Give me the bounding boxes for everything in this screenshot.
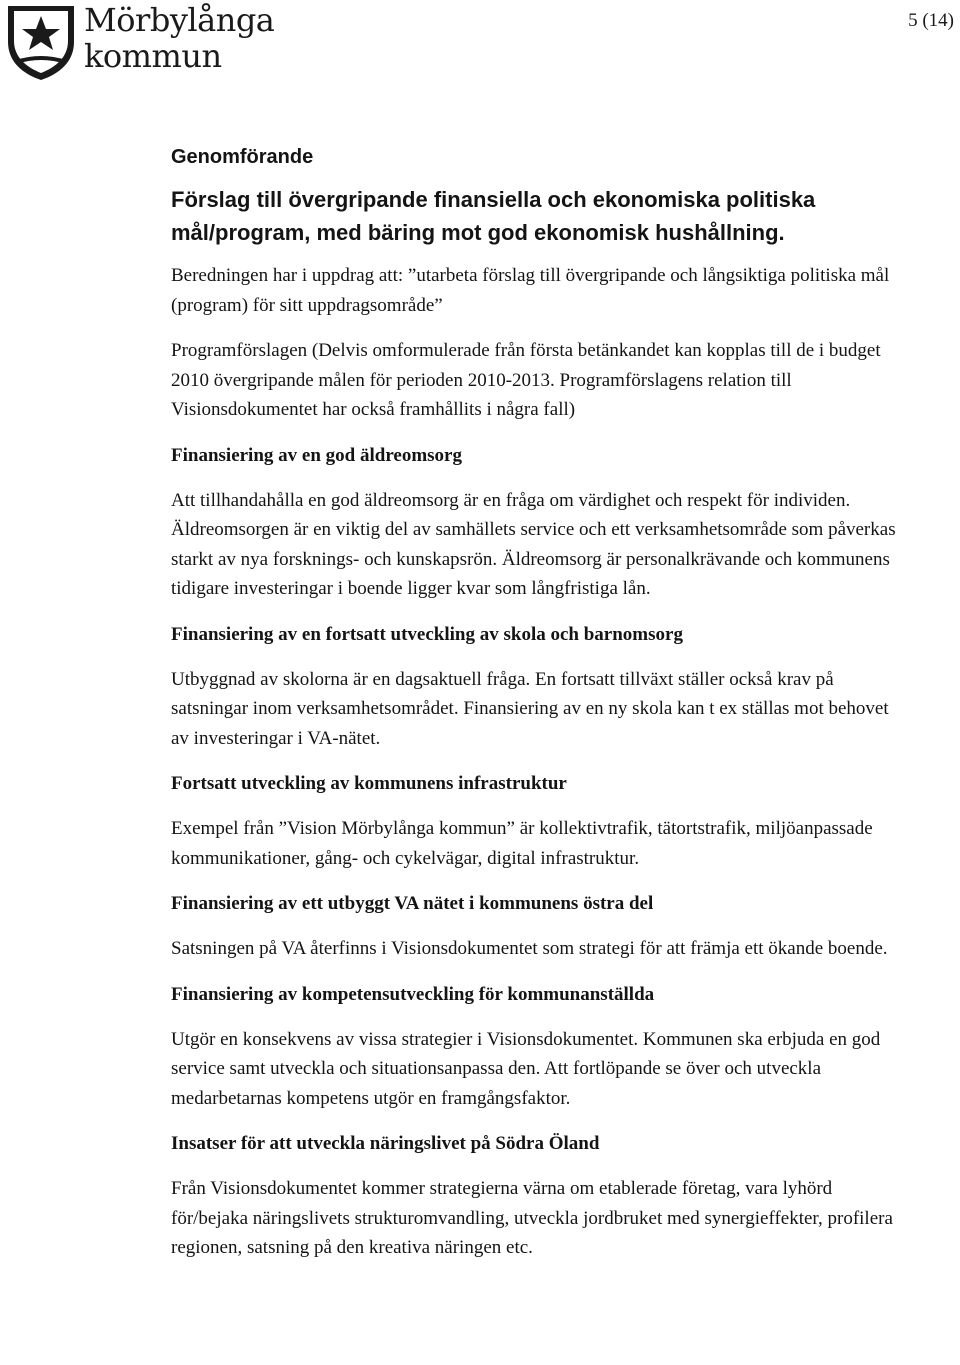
subheading: Finansiering av ett utbyggt VA nätet i kommunens östra del xyxy=(171,893,654,914)
paragraph: Satsningen på VA återfinns i Visionsdokumentet som strategi för att främja ett ökande boende. xyxy=(171,938,888,959)
subheading: Fortsatt utveckling av kommunens infrastruktur xyxy=(171,773,567,794)
paragraph: Utbyggnad av skolorna är en dagsaktuell fråga. En fortsatt tillväxt ställer också krav på satsningar inom verksamhetsområdet. Finansiering av en ny skola kan t ex ställas mot behovet av investeringar i VA-nätet. xyxy=(171,668,889,749)
municipality-logo xyxy=(4,1,275,84)
paragraph: Från Visionsdokumentet kommer strategierna värna om etablerade företag, vara lyhörd för/bejaka näringslivets strukturomvandling, utveckla jordbruket med synergieffekter, profilera regionen, satsning på den kreativa näringen etc. xyxy=(171,1178,893,1258)
paragraph: Programförslagen (Delvis omformulerade från första betänkandet kan kopplas till de i budget 2010 övergripande målen för perioden 2010-2013. Programförslagens relation till Visionsdokumentet har också framhållits i några fall) xyxy=(171,340,881,420)
page-number: 5 (14) xyxy=(908,10,954,31)
section-heading: Genomförande xyxy=(171,146,314,168)
paragraph: Exempel från ”Vision Mörbylånga kommun” är kollektivtrafik, tätortstrafik, miljöanpassade kommunikationer, gång- och cykelvägar, digital infrastruktur. xyxy=(171,818,873,869)
logo-name-line2: kommun xyxy=(84,37,222,75)
paragraph: Beredningen har i uppdrag att: ”utarbeta förslag till övergripande och långsiktiga politiska mål (program) för sitt uppdragsområde” xyxy=(171,265,890,316)
subheading: Finansiering av kompetensutveckling för kommunanställda xyxy=(171,983,655,1005)
paragraph: Utgör en konsekvens av vissa strategier i Visionsdokumentet. Kommunen ska erbjuda en god service samt utveckla och situationsanpassa den. Att fortlöpande se över och utveckla medarbetarnas kompetens utgör en framgångsfaktor. xyxy=(171,1028,881,1109)
document-body xyxy=(171,146,896,1279)
logo-name-line1: Mörbylånga xyxy=(84,1,275,39)
coat-of-arms-icon xyxy=(4,2,78,82)
subheading: Insatser för att utveckla näringslivet på Södra Öland xyxy=(171,1133,600,1154)
paragraph: Att tillhandahålla en god äldreomsorg är en fråga om värdighet och respekt för individen. Äldreomsorgen är en viktig del av samhällets service och ett verksamhetsområde som påverkas starkt av nya forsknings- och kunskapsrön. Äldreomsorg är personalkrävande och kommunens tidigare investeringar i boende ligger kvar som långfristiga lån. xyxy=(171,489,896,599)
subheading: Finansiering av en fortsatt utveckling av skola och barnomsorg xyxy=(171,623,683,645)
subheading: Finansiering av en god äldreomsorg xyxy=(171,444,462,466)
main-heading: Förslag till övergripande finansiella och ekonomiska politiska mål/program, med bäring mot god ekonomisk hushållning. xyxy=(171,187,816,245)
